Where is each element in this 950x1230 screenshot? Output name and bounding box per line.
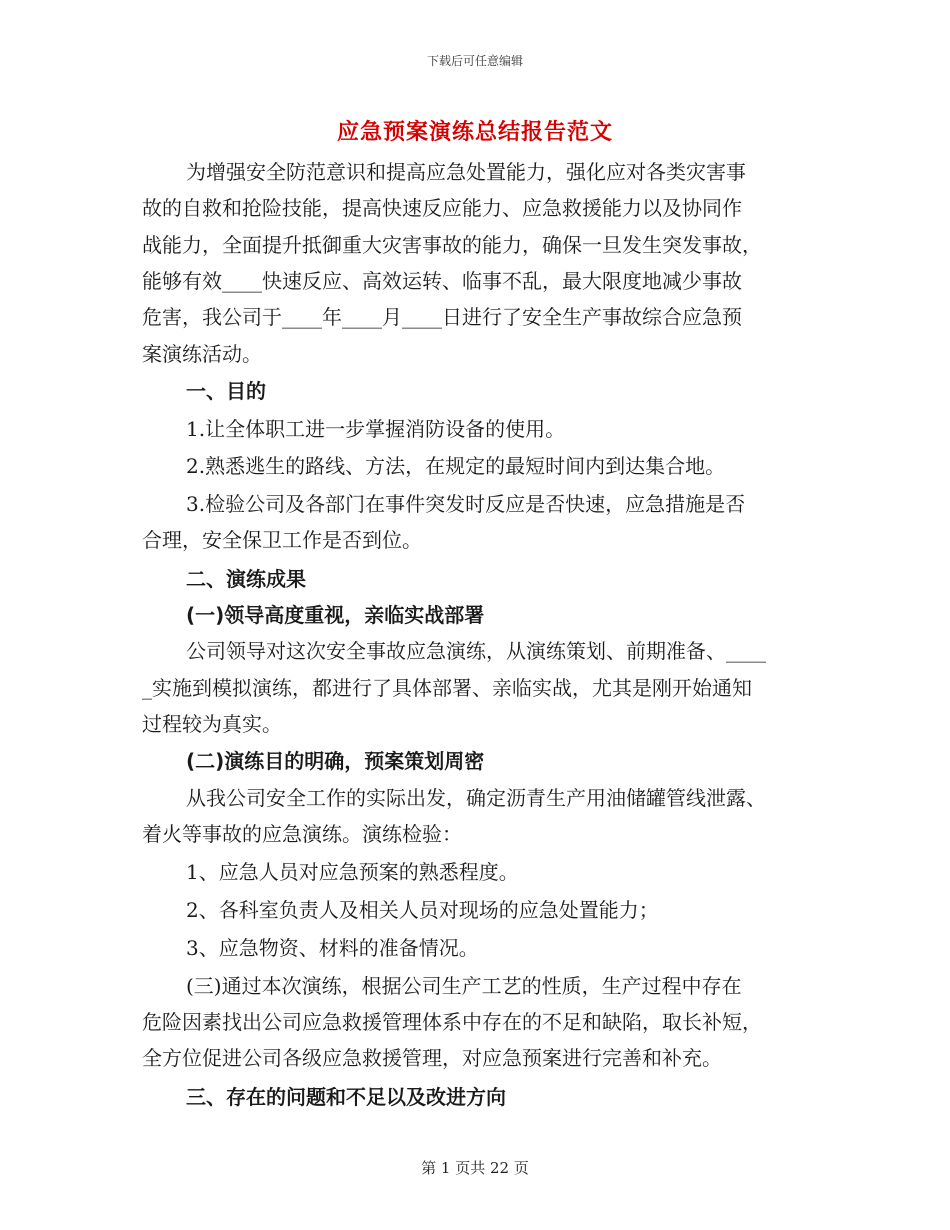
list-item: 2、各科室负责人及相关人员对现场的应急处置能力；: [186, 898, 659, 922]
paragraph-line: 为增强安全防范意识和提高应急处置能力，强化应对各类灾害事: [186, 160, 746, 184]
list-item: 1.让全体职工进一步掌握消防设备的使用。: [186, 417, 566, 441]
paragraph-line: 公司领导对这次安全事故应急演练，从演练策划、前期准备、____: [186, 639, 766, 663]
document-title: 应急预案演练总结报告范文: [336, 120, 613, 145]
subsection-heading: (二)演练目的明确，预案策划周密: [186, 749, 485, 773]
header-note: 下载后可任意编辑: [426, 54, 523, 68]
paragraph-line: 战能力，全面提升抵御重大灾害事故的能力，确保一旦发生突发事故，: [142, 233, 762, 257]
list-item: 1、应急人员对应急预案的熟悉程度。: [186, 860, 519, 884]
paragraph-line: 危险因素找出公司应急救援管理体系中存在的不足和缺陷，取长补短，: [142, 1010, 762, 1034]
list-item: 2.熟悉逃生的路线、方法，在规定的最短时间内到达集合地。: [186, 454, 726, 478]
paragraph-line: 危害，我公司于____年____月____日进行了安全生产事故综合应急预: [142, 305, 742, 329]
paragraph-line: _实施到模拟演练，都进行了具体部署、亲临实战，尤其是刚开始通知: [142, 676, 752, 700]
section-heading: 三、存在的问题和不足以及改进方向: [186, 1085, 506, 1109]
paragraph-line: 全方位促进公司各级应急救援管理，对应急预案进行完善和补充。: [142, 1046, 722, 1070]
paragraph-line: 从我公司安全工作的实际出发，确定沥青生产用油储罐管线泄露、: [186, 786, 766, 810]
paragraph-line: 故的自救和抢险技能，提高快速反应能力、应急救援能力以及协同作: [142, 196, 742, 220]
paragraph-line: 过程较为真实。: [142, 712, 282, 736]
section-heading: 二、演练成果: [186, 567, 306, 591]
paragraph-line: 案演练活动。: [142, 342, 262, 366]
page-footer: 第 1 页共 22 页: [421, 1159, 529, 1177]
paragraph-line: (三)通过本次演练，根据公司生产工艺的性质，生产过程中存在: [186, 974, 742, 998]
paragraph-line: 着火等事故的应急演练。演练检验：: [142, 822, 462, 846]
section-heading: 一、目的: [186, 379, 266, 403]
subsection-heading: (一)领导高度重视，亲临实战部署: [186, 603, 485, 627]
list-item: 3、应急物资、材料的准备情况。: [186, 936, 479, 960]
list-item: 3.检验公司及各部门在事件突发时反应是否快速，应急措施是否: [186, 492, 746, 516]
paragraph-line: 合理，安全保卫工作是否到位。: [142, 528, 422, 552]
paragraph-line: 能够有效____快速反应、高效运转、临事不乱，最大限度地减少事故: [142, 269, 742, 293]
